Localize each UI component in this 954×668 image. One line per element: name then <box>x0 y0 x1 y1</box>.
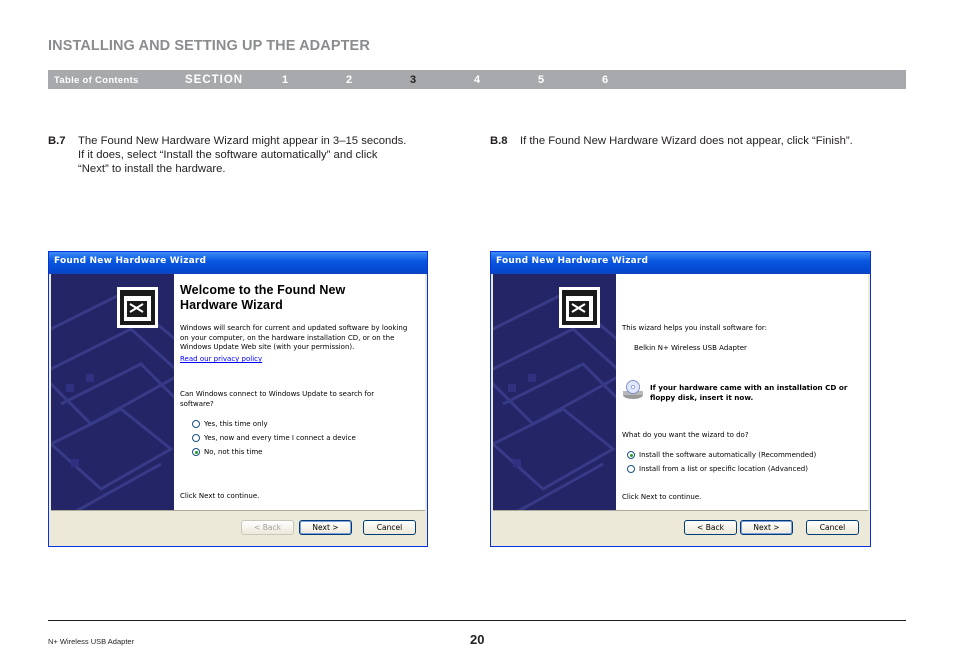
page-number: 20 <box>470 632 485 647</box>
hardware-illustration-icon <box>51 274 174 510</box>
privacy-policy-link[interactable]: Read our privacy policy <box>180 355 263 363</box>
window-titlebar <box>491 252 870 274</box>
continue-instruction: Click Next to continue. <box>180 492 260 500</box>
radio-button[interactable] <box>192 420 200 428</box>
wizard-heading: Welcome to the Found New Hardware Wizard <box>180 283 346 312</box>
hardware-illustration-icon <box>493 274 616 510</box>
step-text: The Found New Hardware Wizard might appear in 3–15 seconds. If it does, select “Install the software automatically” and click “Next” to install the hardware. <box>78 135 407 176</box>
page-heading: INSTALLING AND SETTING UP THE ADAPTER <box>48 38 370 54</box>
radio-label: No, not this time <box>204 448 263 456</box>
radio-button-selected[interactable] <box>192 448 200 456</box>
radio-label: Install from a list or specific location (Advanced) <box>639 465 808 473</box>
section-link-5[interactable]: 5 <box>538 74 545 86</box>
device-name: Belkin N+ Wireless USB Adapter <box>634 344 747 352</box>
wizard-window-install-options <box>490 251 871 547</box>
cd-insert-notice: If your hardware came with an installation CD or floppy disk, insert it now. <box>650 383 848 402</box>
section-link-6[interactable]: 6 <box>602 74 609 86</box>
radio-label: Yes, this time only <box>204 420 268 428</box>
section-link-2[interactable]: 2 <box>346 74 353 86</box>
section-link-4[interactable]: 4 <box>474 74 481 86</box>
back-button[interactable]: < Back <box>684 520 737 535</box>
cancel-button[interactable]: Cancel <box>363 520 416 535</box>
wizard-content <box>174 274 425 510</box>
wizard-question: Can Windows connect to Windows Update to search for software? <box>180 390 375 408</box>
table-of-contents-link[interactable]: Table of Contents <box>54 75 139 86</box>
radio-label: Yes, now and every time I connect a device <box>204 434 356 442</box>
section-link-1[interactable]: 1 <box>282 74 289 86</box>
step-text: If the Found New Hardware Wizard does not appear, click “Finish”. <box>520 135 853 147</box>
continue-instruction: Click Next to continue. <box>622 493 702 501</box>
window-title: Found New Hardware Wizard <box>54 256 207 266</box>
wizard-question: What do you want the wizard to do? <box>622 431 749 439</box>
radio-button[interactable] <box>627 465 635 473</box>
radio-label: Install the software automatically (Recommended) <box>639 451 817 459</box>
section-nav-bar <box>48 70 906 89</box>
radio-button[interactable] <box>192 434 200 442</box>
next-button[interactable]: Next > <box>299 520 352 535</box>
radio-button-selected[interactable] <box>627 451 635 459</box>
step-number: B.8 <box>490 135 508 147</box>
wizard-window-welcome <box>48 251 428 547</box>
wizard-button-bar <box>51 510 425 544</box>
wizard-intro-text: This wizard helps you install software for: <box>622 324 768 332</box>
wizard-side-graphic <box>493 274 616 510</box>
section-label: SECTION <box>185 74 244 86</box>
cd-drive-icon <box>622 380 644 400</box>
wizard-intro-text: Windows will search for current and updated software by looking on your computer, on the hardware installation CD, or on the Windows Update Web site (with your permission). <box>180 324 408 351</box>
wizard-button-bar <box>493 510 868 544</box>
wizard-side-graphic <box>51 274 174 510</box>
cancel-button[interactable]: Cancel <box>806 520 859 535</box>
window-title: Found New Hardware Wizard <box>496 256 649 266</box>
back-button[interactable]: < Back <box>241 520 294 535</box>
wizard-content <box>616 274 868 510</box>
footer-product-name: N+ Wireless USB Adapter <box>48 637 135 646</box>
next-button[interactable]: Next > <box>740 520 793 535</box>
footer-divider <box>48 620 906 621</box>
section-link-3-active[interactable]: 3 <box>410 74 417 86</box>
step-number: B.7 <box>48 135 66 147</box>
window-titlebar <box>49 252 427 274</box>
